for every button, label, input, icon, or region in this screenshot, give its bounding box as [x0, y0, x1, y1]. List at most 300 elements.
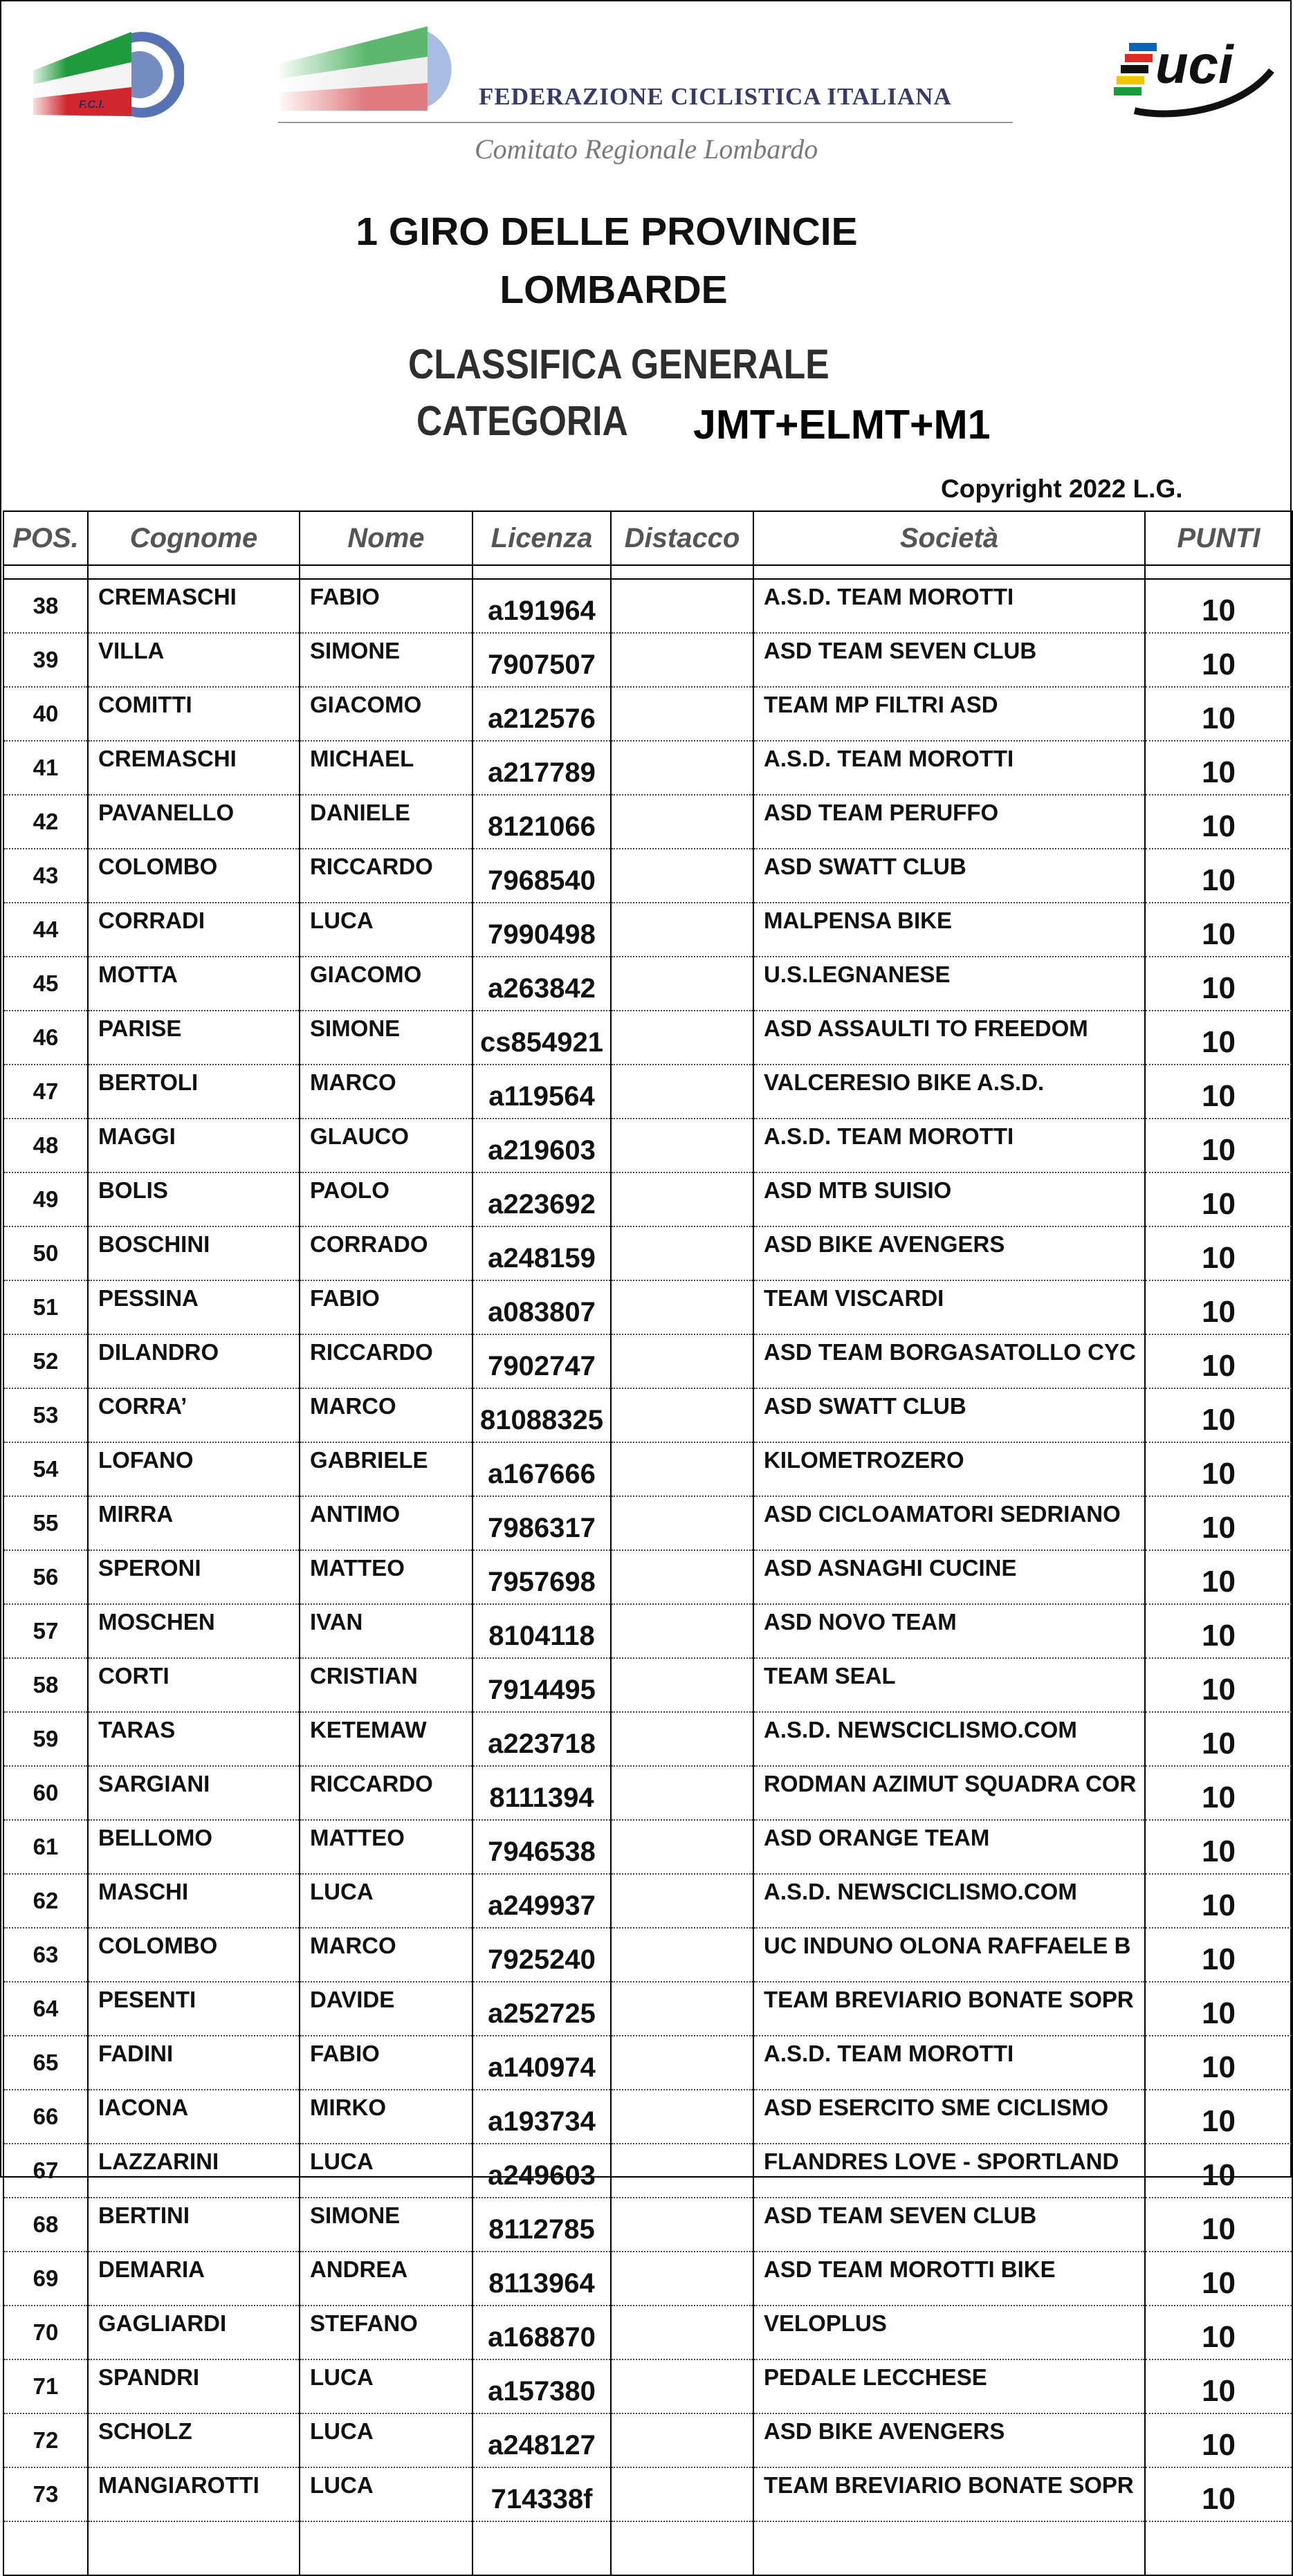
federation-emblem: [275, 22, 476, 116]
category-label: CATEGORIA: [416, 398, 628, 444]
cell-cognome: SPERONI: [88, 1550, 300, 1604]
cell-nome: DANIELE: [300, 795, 473, 849]
cell-cognome: CREMASCHI: [88, 579, 300, 633]
cell-pos: 55: [3, 1496, 88, 1550]
cell-nome: LUCA: [300, 2144, 473, 2198]
cell-licenza: a223692: [473, 1172, 611, 1226]
cell-distacco: [611, 1820, 753, 1874]
table-row: [3, 1172, 1292, 1226]
cell-distacco: [611, 741, 753, 795]
cell-nome: LUCA: [300, 2467, 473, 2521]
cell-licenza: 7907507: [473, 633, 611, 687]
cell-pos: 49: [3, 1172, 88, 1226]
cell-pos: 73: [3, 2467, 88, 2521]
cell-licenza: a083807: [473, 1280, 611, 1334]
cell-societa: RODMAN AZIMUT SQUADRA COR: [753, 1766, 1145, 1820]
cell-punti: 10: [1145, 1550, 1292, 1604]
cell-pos: 48: [3, 1119, 88, 1172]
cell-nome: GLAUCO: [300, 1119, 473, 1172]
cell-punti: 10: [1145, 1388, 1292, 1442]
cell-societa: ASD BIKE AVENGERS: [753, 1226, 1145, 1280]
cell-nome: LUCA: [300, 903, 473, 957]
cell-punti: 10: [1145, 957, 1292, 1011]
cell-licenza: 7986317: [473, 1496, 611, 1550]
cell-societa: ASD TEAM MOROTTI BIKE: [753, 2252, 1145, 2306]
table-row: [3, 1226, 1292, 1280]
cell-nome: LUCA: [300, 1874, 473, 1928]
table-row: [3, 957, 1292, 1011]
cell-societa: ASD MTB SUISIO: [753, 1172, 1145, 1226]
cell-punti: 10: [1145, 633, 1292, 687]
cell-distacco: [611, 1442, 753, 1496]
cell-cognome: MASCHI: [88, 1874, 300, 1928]
cell-punti: 10: [1145, 1874, 1292, 1928]
cell-licenza: a191964: [473, 579, 611, 633]
cell-pos: 56: [3, 1550, 88, 1604]
table-row: [3, 1065, 1292, 1119]
cell-pos: [3, 2521, 88, 2575]
cell-licenza: a168870: [473, 2306, 611, 2359]
cell-distacco: [611, 2198, 753, 2252]
cell-nome: MARCO: [300, 1928, 473, 1982]
cell-licenza: 7968540: [473, 849, 611, 903]
cell-pos: 53: [3, 1388, 88, 1442]
cell-nome: RICCARDO: [300, 1766, 473, 1820]
cell-nome: MATTEO: [300, 1550, 473, 1604]
cell-societa: ASD NOVO TEAM: [753, 1604, 1145, 1658]
cell-pos: 58: [3, 1658, 88, 1712]
cell-pos: 72: [3, 2413, 88, 2467]
cell-societa: U.S.LEGNANESE: [753, 957, 1145, 1011]
cell-cognome: BERTINI: [88, 2198, 300, 2252]
cell-nome: MARCO: [300, 1065, 473, 1119]
cell-cognome: IACONA: [88, 2090, 300, 2144]
table-row: [3, 1334, 1292, 1388]
cell-distacco: [611, 1226, 753, 1280]
cell-pos: 50: [3, 1226, 88, 1280]
cell-punti: 10: [1145, 1766, 1292, 1820]
col-header-societa: Società: [753, 511, 1145, 565]
cell-pos: 39: [3, 633, 88, 687]
cell-distacco: [611, 1496, 753, 1550]
cell-societa: TEAM SEAL: [753, 1658, 1145, 1712]
cell-pos: 60: [3, 1766, 88, 1820]
cell-pos: 45: [3, 957, 88, 1011]
col-header-distacco: Distacco: [611, 511, 753, 565]
cell-distacco: [611, 1550, 753, 1604]
cell-societa: A.S.D. TEAM MOROTTI: [753, 741, 1145, 795]
cell-pos: 69: [3, 2252, 88, 2306]
cell-punti: 10: [1145, 849, 1292, 903]
cell-punti: 10: [1145, 2090, 1292, 2144]
category-value: JMT+ELMT+M1: [693, 402, 991, 448]
col-header-punti: PUNTI: [1145, 511, 1292, 565]
cell-cognome: CORRA’: [88, 1388, 300, 1442]
uci-logo: [1114, 29, 1277, 118]
cell-societa: ASD BIKE AVENGERS: [753, 2413, 1145, 2467]
cell-societa: ASD ASNAGHI CUCINE: [753, 1550, 1145, 1604]
cell-societa: VALCERESIO BIKE A.S.D.: [753, 1065, 1145, 1119]
cell-cognome: PESSINA: [88, 1280, 300, 1334]
table-row: [3, 2521, 1292, 2575]
cell-nome: SIMONE: [300, 2198, 473, 2252]
cell-pos: 66: [3, 2090, 88, 2144]
cell-nome: MICHAEL: [300, 741, 473, 795]
cell-punti: 10: [1145, 1280, 1292, 1334]
table-row: [3, 1388, 1292, 1442]
cell-cognome: CORRADI: [88, 903, 300, 957]
cell-cognome: PESENTI: [88, 1982, 300, 2036]
cell-cognome: SPANDRI: [88, 2359, 300, 2413]
cell-punti: 10: [1145, 2359, 1292, 2413]
regional-committee: Comitato Regionale Lombardo: [475, 134, 818, 165]
table-row: [3, 2252, 1292, 2306]
cell-societa: A.S.D. NEWSCICLISMO.COM: [753, 1874, 1145, 1928]
cell-licenza: a140974: [473, 2036, 611, 2090]
cell-pos: 64: [3, 1982, 88, 2036]
cell-punti: 10: [1145, 795, 1292, 849]
cell-distacco: [611, 849, 753, 903]
cell-cognome: LOFANO: [88, 1442, 300, 1496]
table-row: [3, 2467, 1292, 2521]
table-row: [3, 795, 1292, 849]
cell-cognome: BOLIS: [88, 1172, 300, 1226]
cell-licenza: 7902747: [473, 1334, 611, 1388]
cell-societa: ASD TEAM PERUFFO: [753, 795, 1145, 849]
cell-cognome: COLOMBO: [88, 1928, 300, 1982]
copyright-note: Copyright 2022 L.G.: [941, 475, 1183, 503]
table-row: [3, 2036, 1292, 2090]
cell-cognome: COMITTI: [88, 687, 300, 741]
cell-societa: VELOPLUS: [753, 2306, 1145, 2359]
cell-distacco: [611, 1334, 753, 1388]
table-row: [3, 903, 1292, 957]
cell-punti: 10: [1145, 579, 1292, 633]
cell-distacco: [611, 903, 753, 957]
cell-licenza: 8113964: [473, 2252, 611, 2306]
cell-licenza: 7914495: [473, 1658, 611, 1712]
cell-cognome: VILLA: [88, 633, 300, 687]
cell-licenza: cs854921: [473, 1011, 611, 1065]
cell-pos: 59: [3, 1712, 88, 1766]
cell-pos: 61: [3, 1820, 88, 1874]
col-header-licenza: Licenza: [473, 511, 611, 565]
cell-cognome: [88, 2521, 300, 2575]
cell-licenza: a249603: [473, 2144, 611, 2198]
cell-punti: 10: [1145, 1928, 1292, 1982]
table-row: [3, 2306, 1292, 2359]
cell-pos: 51: [3, 1280, 88, 1334]
cell-punti: 10: [1145, 2144, 1292, 2198]
cell-punti: 10: [1145, 1658, 1292, 1712]
cell-distacco: [611, 579, 753, 633]
federation-name: FEDERAZIONE CICLISTICA ITALIANA: [479, 83, 952, 110]
cell-nome: CORRADO: [300, 1226, 473, 1280]
table-row: [3, 849, 1292, 903]
cell-punti: 10: [1145, 687, 1292, 741]
cell-cognome: SARGIANI: [88, 1766, 300, 1820]
cell-distacco: [611, 2144, 753, 2198]
cell-cognome: MOSCHEN: [88, 1604, 300, 1658]
cell-nome: SIMONE: [300, 1011, 473, 1065]
cell-nome: ANDREA: [300, 2252, 473, 2306]
cell-distacco: [611, 1065, 753, 1119]
cell-cognome: PARISE: [88, 1011, 300, 1065]
cell-licenza: 714338f: [473, 2467, 611, 2521]
cell-societa: FLANDRES LOVE - SPORTLAND: [753, 2144, 1145, 2198]
cell-licenza: 8111394: [473, 1766, 611, 1820]
cell-distacco: [611, 2521, 753, 2575]
table-row: [3, 579, 1292, 633]
cell-distacco: [611, 2306, 753, 2359]
table-row: [3, 2144, 1292, 2198]
table-row: [3, 1928, 1292, 1982]
cell-cognome: BERTOLI: [88, 1065, 300, 1119]
cell-punti: 10: [1145, 1226, 1292, 1280]
cell-distacco: [611, 1982, 753, 2036]
cell-cognome: LAZZARINI: [88, 2144, 300, 2198]
cell-nome: STEFANO: [300, 2306, 473, 2359]
cell-distacco: [611, 687, 753, 741]
cell-societa: ASD SWATT CLUB: [753, 849, 1145, 903]
cell-licenza: a217789: [473, 741, 611, 795]
cell-punti: 10: [1145, 1604, 1292, 1658]
cell-societa: TEAM VISCARDI: [753, 1280, 1145, 1334]
cell-pos: 44: [3, 903, 88, 957]
cell-cognome: PAVANELLO: [88, 795, 300, 849]
cell-pos: 52: [3, 1334, 88, 1388]
cell-nome: IVAN: [300, 1604, 473, 1658]
cell-societa: ASD TEAM SEVEN CLUB: [753, 2198, 1145, 2252]
cell-societa: ASD ORANGE TEAM: [753, 1820, 1145, 1874]
cell-licenza: a157380: [473, 2359, 611, 2413]
cell-punti: 10: [1145, 903, 1292, 957]
cell-pos: 38: [3, 579, 88, 633]
cell-licenza: a263842: [473, 957, 611, 1011]
cell-punti: 10: [1145, 2252, 1292, 2306]
table-row: [3, 1011, 1292, 1065]
cell-punti: 10: [1145, 1442, 1292, 1496]
cell-pos: 40: [3, 687, 88, 741]
table-row: [3, 1712, 1292, 1766]
cell-nome: ANTIMO: [300, 1496, 473, 1550]
classification-heading: CLASSIFICA GENERALE: [408, 341, 829, 387]
cell-punti: 10: [1145, 1011, 1292, 1065]
cell-pos: 62: [3, 1874, 88, 1928]
cell-distacco: [611, 2252, 753, 2306]
table-row: [3, 1766, 1292, 1820]
cell-cognome: BELLOMO: [88, 1820, 300, 1874]
table-row: [3, 1982, 1292, 2036]
cell-nome: PAOLO: [300, 1172, 473, 1226]
cell-pos: 68: [3, 2198, 88, 2252]
cell-cognome: MOTTA: [88, 957, 300, 1011]
cell-pos: 70: [3, 2306, 88, 2359]
fci-logo: [28, 29, 184, 120]
svg-text:uci: uci: [1155, 34, 1234, 95]
header-divider: [278, 122, 1013, 123]
cell-societa: TEAM BREVIARIO BONATE SOPR: [753, 2467, 1145, 2521]
cell-nome: GIACOMO: [300, 687, 473, 741]
cell-licenza: 7925240: [473, 1928, 611, 1982]
cell-licenza: a252725: [473, 1982, 611, 2036]
cell-nome: RICCARDO: [300, 849, 473, 903]
cell-nome: MIRKO: [300, 2090, 473, 2144]
cell-punti: 10: [1145, 1065, 1292, 1119]
cell-societa: ASD ASSAULTI TO FREEDOM: [753, 1011, 1145, 1065]
cell-cognome: MAGGI: [88, 1119, 300, 1172]
race-title-line-1: 1 GIRO DELLE PROVINCIE: [356, 210, 858, 254]
cell-distacco: [611, 1172, 753, 1226]
cell-societa: A.S.D. TEAM MOROTTI: [753, 1119, 1145, 1172]
cell-nome: RICCARDO: [300, 1334, 473, 1388]
cell-cognome: COLOMBO: [88, 849, 300, 903]
cell-punti: [1145, 2521, 1292, 2575]
cell-distacco: [611, 2359, 753, 2413]
cell-licenza: 81088325: [473, 1388, 611, 1442]
cell-distacco: [611, 1712, 753, 1766]
cell-distacco: [611, 633, 753, 687]
cell-cognome: BOSCHINI: [88, 1226, 300, 1280]
cell-distacco: [611, 1766, 753, 1820]
cell-cognome: MIRRA: [88, 1496, 300, 1550]
cell-pos: 65: [3, 2036, 88, 2090]
cell-pos: 57: [3, 1604, 88, 1658]
cell-cognome: TARAS: [88, 1712, 300, 1766]
cell-licenza: a249937: [473, 1874, 611, 1928]
cell-nome: GABRIELE: [300, 1442, 473, 1496]
cell-societa: A.S.D. TEAM MOROTTI: [753, 579, 1145, 633]
table-row: [3, 1550, 1292, 1604]
cell-distacco: [611, 1011, 753, 1065]
cell-punti: 10: [1145, 2467, 1292, 2521]
cell-licenza: 8104118: [473, 1604, 611, 1658]
cell-distacco: [611, 2413, 753, 2467]
cell-nome: DAVIDE: [300, 1982, 473, 2036]
table-row: [3, 1496, 1292, 1550]
cell-societa: PEDALE LECCHESE: [753, 2359, 1145, 2413]
cell-punti: 10: [1145, 1820, 1292, 1874]
cell-societa: ASD SWATT CLUB: [753, 1388, 1145, 1442]
table-row: [3, 2359, 1292, 2413]
cell-societa: A.S.D. TEAM MOROTTI: [753, 2036, 1145, 2090]
table-row: [3, 741, 1292, 795]
cell-punti: 10: [1145, 2198, 1292, 2252]
cell-punti: 10: [1145, 1712, 1292, 1766]
table-row: [3, 1604, 1292, 1658]
cell-licenza: 7990498: [473, 903, 611, 957]
cell-distacco: [611, 2036, 753, 2090]
cell-cognome: GAGLIARDI: [88, 2306, 300, 2359]
cell-nome: MARCO: [300, 1388, 473, 1442]
cell-cognome: CREMASCHI: [88, 741, 300, 795]
cell-cognome: FADINI: [88, 2036, 300, 2090]
cell-distacco: [611, 2467, 753, 2521]
cell-nome: CRISTIAN: [300, 1658, 473, 1712]
cell-distacco: [611, 2090, 753, 2144]
cell-nome: LUCA: [300, 2359, 473, 2413]
cell-nome: MATTEO: [300, 1820, 473, 1874]
col-header-cognome: Cognome: [88, 511, 300, 565]
cell-licenza: a119564: [473, 1065, 611, 1119]
cell-pos: 42: [3, 795, 88, 849]
cell-cognome: DEMARIA: [88, 2252, 300, 2306]
cell-pos: 63: [3, 1928, 88, 1982]
cell-societa: ASD TEAM SEVEN CLUB: [753, 633, 1145, 687]
table-row: [3, 2198, 1292, 2252]
cell-distacco: [611, 795, 753, 849]
table-row: [3, 687, 1292, 741]
cell-punti: 10: [1145, 2306, 1292, 2359]
col-header-nome: Nome: [300, 511, 473, 565]
cell-nome: LUCA: [300, 2413, 473, 2467]
cell-nome: SIMONE: [300, 633, 473, 687]
cell-pos: 41: [3, 741, 88, 795]
cell-nome: [300, 2521, 473, 2575]
cell-licenza: a248159: [473, 1226, 611, 1280]
table-row: [3, 1119, 1292, 1172]
col-header-pos: POS.: [3, 511, 88, 565]
cell-distacco: [611, 1658, 753, 1712]
cell-pos: 43: [3, 849, 88, 903]
cell-pos: 71: [3, 2359, 88, 2413]
cell-nome: FABIO: [300, 579, 473, 633]
cell-societa: TEAM BREVIARIO BONATE SOPR: [753, 1982, 1145, 2036]
cell-distacco: [611, 1388, 753, 1442]
cell-licenza: 8121066: [473, 795, 611, 849]
cell-cognome: MANGIAROTTI: [88, 2467, 300, 2521]
cell-punti: 10: [1145, 1119, 1292, 1172]
cell-societa: [753, 2521, 1145, 2575]
cell-nome: KETEMAW: [300, 1712, 473, 1766]
results-table: [3, 510, 1293, 2576]
cell-licenza: a212576: [473, 687, 611, 741]
cell-distacco: [611, 1604, 753, 1658]
cell-cognome: DILANDRO: [88, 1334, 300, 1388]
cell-societa: ASD TEAM BORGASATOLLO CYC: [753, 1334, 1145, 1388]
cell-distacco: [611, 957, 753, 1011]
table-row: [3, 1280, 1292, 1334]
table-row: [3, 1820, 1292, 1874]
results-body: [3, 565, 1292, 2575]
cell-punti: 10: [1145, 1172, 1292, 1226]
cell-societa: ASD ESERCITO SME CICLISMO: [753, 2090, 1145, 2144]
cell-licenza: a193734: [473, 2090, 611, 2144]
cell-licenza: a167666: [473, 1442, 611, 1496]
cell-distacco: [611, 1119, 753, 1172]
table-header-row: [3, 511, 1292, 565]
cell-licenza: 8112785: [473, 2198, 611, 2252]
cell-punti: 10: [1145, 1982, 1292, 2036]
cell-distacco: [611, 1874, 753, 1928]
cell-societa: A.S.D. NEWSCICLISMO.COM: [753, 1712, 1145, 1766]
cell-societa: TEAM MP FILTRI ASD: [753, 687, 1145, 741]
cell-societa: ASD CICLOAMATORI SEDRIANO: [753, 1496, 1145, 1550]
cell-licenza: a219603: [473, 1119, 611, 1172]
svg-text:F.C.I.: F.C.I.: [79, 99, 105, 111]
cell-societa: MALPENSA BIKE: [753, 903, 1145, 957]
race-title-line-2: LOMBARDE: [499, 268, 728, 312]
table-row: [3, 1658, 1292, 1712]
cell-punti: 10: [1145, 2036, 1292, 2090]
cell-licenza: a223718: [473, 1712, 611, 1766]
table-row: [3, 1442, 1292, 1496]
cell-societa: KILOMETROZERO: [753, 1442, 1145, 1496]
cell-punti: 10: [1145, 1334, 1292, 1388]
cell-punti: 10: [1145, 741, 1292, 795]
cell-licenza: a248127: [473, 2413, 611, 2467]
cell-nome: GIACOMO: [300, 957, 473, 1011]
